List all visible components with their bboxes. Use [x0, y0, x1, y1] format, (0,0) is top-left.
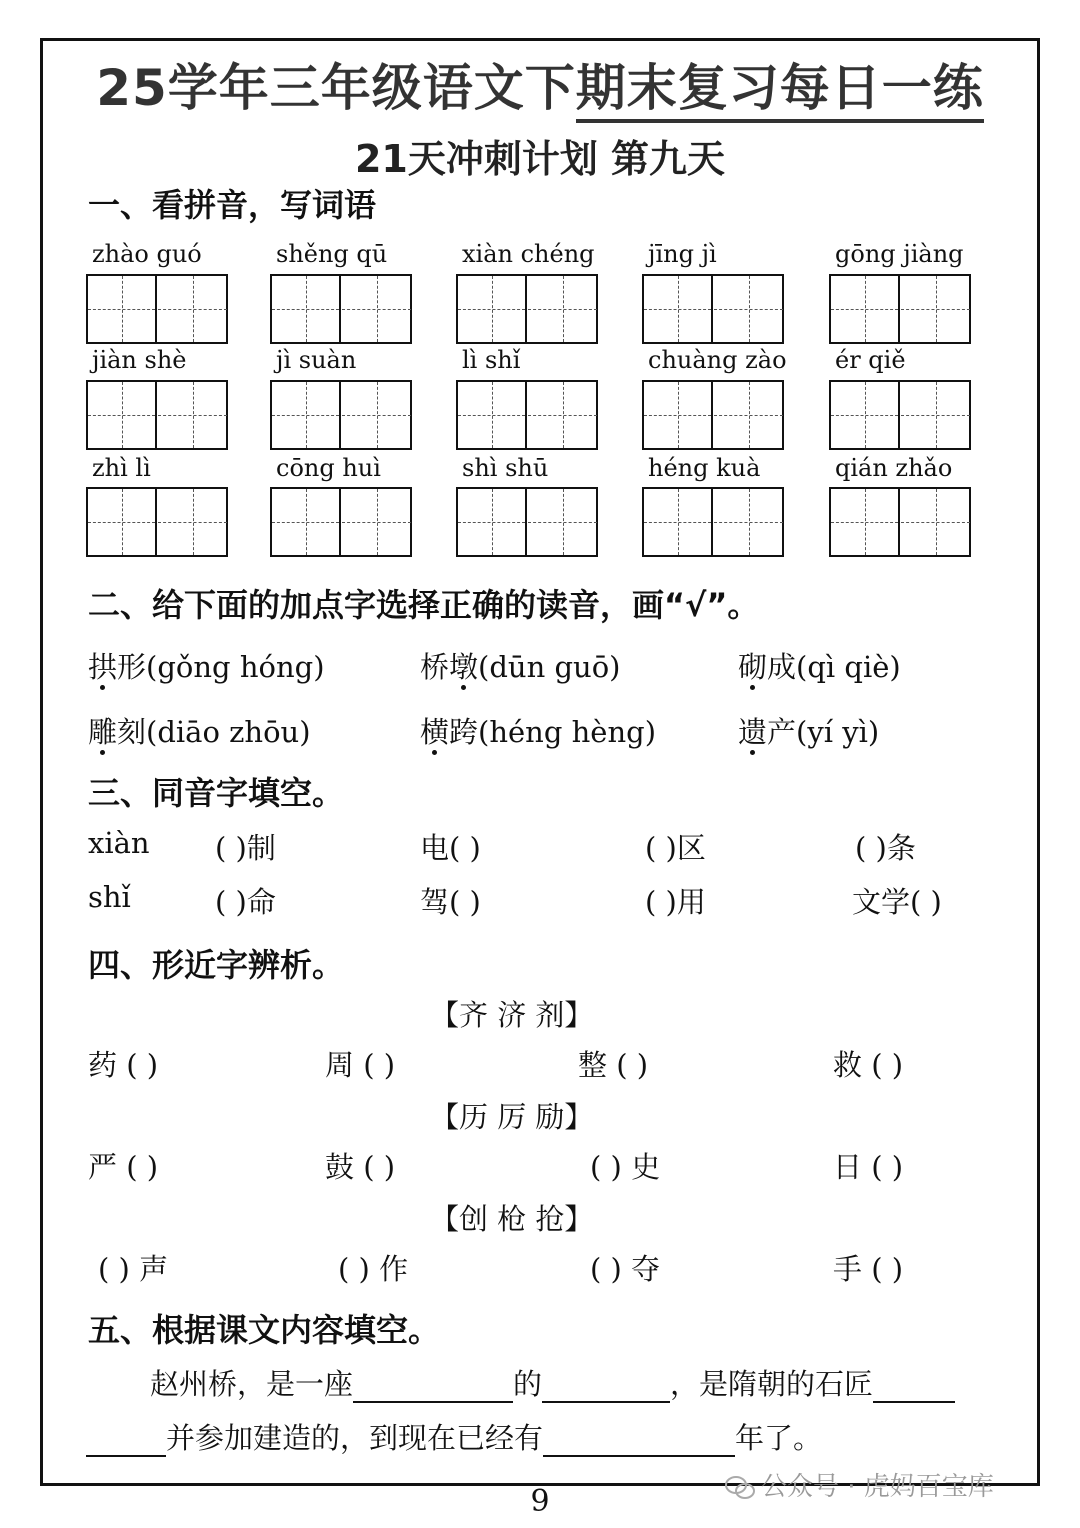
writing-grid[interactable] [642, 487, 784, 557]
fill-blank[interactable] [353, 1371, 513, 1403]
q2-item: 桥墩(dūn guō) [420, 650, 621, 684]
q4-item: 整 ( ) [578, 1048, 649, 1082]
writing-cell[interactable] [528, 489, 597, 555]
q4-item: 日 ( ) [833, 1150, 904, 1184]
section-4-heading: 四、形近字辨析。 [88, 946, 345, 984]
writing-cell[interactable] [714, 382, 783, 448]
q4-item: 救 ( ) [833, 1048, 904, 1082]
writing-cell[interactable] [342, 382, 411, 448]
q3-item: ( )用 [645, 885, 706, 919]
pinyin-label: shì shū [462, 454, 549, 482]
pinyin-label: ér qiě [835, 346, 906, 374]
writing-cell[interactable] [644, 382, 713, 448]
q4-item: 严 ( ) [88, 1150, 159, 1184]
writing-cell[interactable] [458, 382, 527, 448]
q3-item: ( )制 [215, 831, 276, 865]
page-title [0, 48, 1080, 120]
q4-group-header: 【历 厉 励】 [430, 1100, 594, 1134]
q2-item: 雕刻(diāo zhōu) [88, 715, 311, 749]
fill-blank[interactable] [542, 1371, 670, 1403]
section-3-heading: 三、同音字填空。 [88, 774, 345, 812]
title-part2: 期末复习每日一练 [576, 59, 984, 123]
pinyin-label: qián zhǎo [835, 454, 953, 482]
q2-item: 遗产(yí yì) [738, 715, 880, 749]
pinyin-label: jīng jì [648, 240, 717, 268]
page-number: 9 [530, 1484, 550, 1519]
q5-line-2: 并参加建造的，到现在已经有 年了。 [86, 1416, 822, 1457]
writing-cell[interactable] [272, 382, 341, 448]
writing-cell[interactable] [714, 276, 783, 342]
pinyin-label: jì suàn [276, 346, 357, 374]
pinyin-label: cōng huì [276, 454, 381, 482]
writing-cell[interactable] [644, 489, 713, 555]
writing-grid[interactable] [829, 487, 971, 557]
writing-grid[interactable] [829, 274, 971, 344]
page-subtitle: 21天冲刺计划 第九天 [354, 137, 726, 181]
pinyin-label: zhào guó [92, 240, 202, 268]
q4-item: 手 ( ) [833, 1252, 904, 1286]
writing-grid[interactable] [456, 274, 598, 344]
dotted-char: 墩 [449, 650, 479, 684]
q4-item: ( ) 作 [338, 1252, 409, 1286]
pinyin-label: héng kuà [648, 454, 761, 482]
writing-cell[interactable] [901, 276, 970, 342]
section-1-heading: 一、看拼音，写词语 [88, 186, 377, 224]
writing-cell[interactable] [158, 489, 227, 555]
section-5-heading: 五、根据课文内容填空。 [88, 1311, 441, 1349]
writing-cell[interactable] [831, 489, 900, 555]
writing-grid[interactable] [829, 380, 971, 450]
pinyin-label: shěng qū [276, 240, 388, 268]
q3-item: 驾( ) [420, 885, 481, 919]
title-part1: 25学年三年级语文下 [96, 59, 576, 117]
q3-item: 电( ) [420, 831, 481, 865]
q3-item: ( )条 [855, 831, 916, 865]
writing-grid[interactable] [270, 380, 412, 450]
q3-pinyin: shǐ [88, 880, 131, 914]
pinyin-label: zhì lì [92, 454, 151, 482]
writing-cell[interactable] [644, 276, 713, 342]
pinyin-label: xiàn chéng [462, 240, 595, 268]
dotted-char: 遗 [738, 715, 768, 749]
writing-grid[interactable] [642, 380, 784, 450]
q4-item: ( ) 史 [590, 1150, 661, 1184]
writing-grid[interactable] [86, 487, 228, 557]
q3-item: 文学( ) [852, 885, 942, 919]
q4-group-header: 【创 枪 抢】 [430, 1202, 594, 1236]
writing-cell[interactable] [528, 382, 597, 448]
q4-item: 药 ( ) [88, 1048, 159, 1082]
q2-item: 横跨(héng hèng) [420, 715, 657, 749]
q3-pinyin: xiàn [88, 826, 150, 860]
fill-blank[interactable] [86, 1425, 166, 1457]
writing-cell[interactable] [342, 489, 411, 555]
writing-grid[interactable] [456, 487, 598, 557]
dotted-char: 砌 [738, 650, 768, 684]
q2-item: 拱形(gǒng hóng) [88, 650, 325, 684]
q5-line-1: 赵州桥，是一座 的 ，是隋朝的石匠 [150, 1362, 955, 1403]
writing-cell[interactable] [528, 276, 597, 342]
q4-item: ( ) 声 [98, 1252, 169, 1286]
fill-blank[interactable] [873, 1371, 955, 1403]
writing-cell[interactable] [342, 276, 411, 342]
writing-grid[interactable] [86, 274, 228, 344]
dotted-char: 拱 [88, 650, 118, 684]
q4-group-header: 【齐 济 剂】 [430, 998, 594, 1032]
writing-cell[interactable] [831, 382, 900, 448]
watermark: 公众号 · 虎妈百宝库 [725, 1466, 994, 1503]
writing-cell[interactable] [714, 489, 783, 555]
writing-cell[interactable] [88, 276, 157, 342]
writing-grid[interactable] [86, 380, 228, 450]
writing-grid[interactable] [456, 380, 598, 450]
writing-cell[interactable] [158, 276, 227, 342]
writing-cell[interactable] [88, 489, 157, 555]
pinyin-label: jiàn shè [92, 346, 187, 374]
section-2-heading: 二、给下面的加点字选择正确的读音，画“√”。 [88, 586, 760, 624]
q2-item: 砌成(qì qiè) [738, 650, 901, 684]
writing-cell[interactable] [158, 382, 227, 448]
dotted-char: 横 [420, 715, 450, 749]
writing-cell[interactable] [272, 276, 341, 342]
writing-cell[interactable] [831, 276, 900, 342]
writing-cell[interactable] [458, 276, 527, 342]
pinyin-label: chuàng zào [648, 346, 787, 374]
q3-item: ( )命 [215, 885, 276, 919]
writing-cell[interactable] [272, 489, 341, 555]
q4-item: 周 ( ) [325, 1048, 396, 1082]
writing-cell[interactable] [88, 382, 157, 448]
writing-cell[interactable] [901, 382, 970, 448]
pinyin-label: lì shǐ [462, 346, 521, 374]
pinyin-label: gōng jiàng [835, 240, 964, 268]
writing-cell[interactable] [901, 489, 970, 555]
fill-blank[interactable] [543, 1425, 735, 1457]
dotted-char: 雕 [88, 715, 118, 749]
writing-grid[interactable] [270, 487, 412, 557]
writing-grid[interactable] [270, 274, 412, 344]
q4-item: ( ) 夺 [590, 1252, 661, 1286]
writing-grid[interactable] [642, 274, 784, 344]
q3-item: ( )区 [645, 831, 706, 865]
writing-cell[interactable] [458, 489, 527, 555]
q4-item: 鼓 ( ) [325, 1150, 396, 1184]
